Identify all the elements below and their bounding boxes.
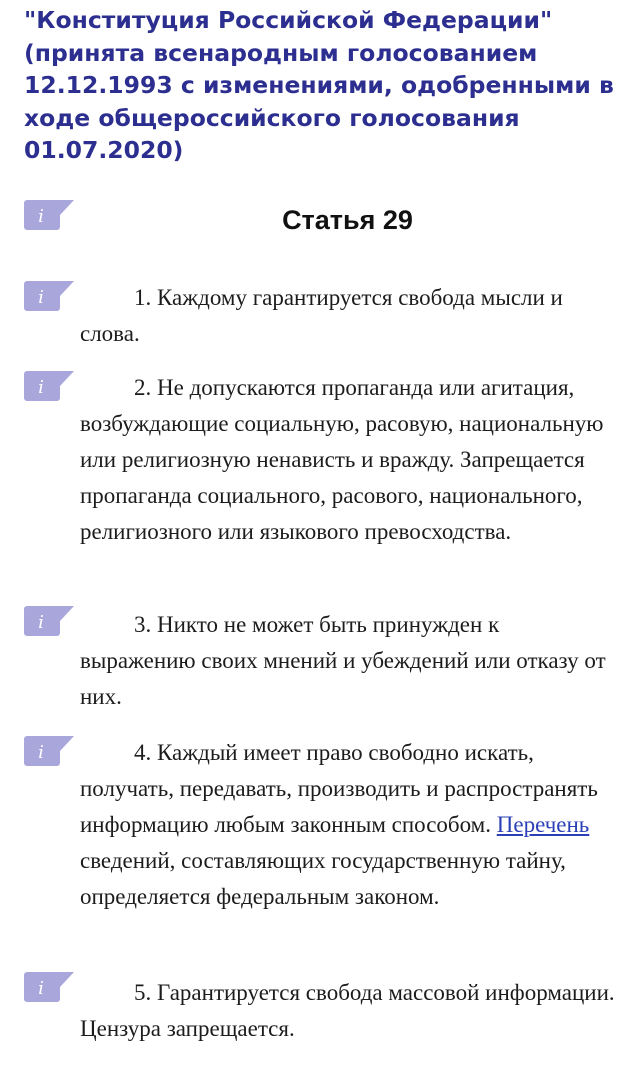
article-paragraph-5: 5. Гарантируется свобода массовой информации. Цензура запрещается.: [80, 980, 615, 1041]
article-paragraph-1: 1. Каждому гарантируется свобода мысли и слова.: [80, 285, 563, 346]
article-paragraph-2: 2. Не допускаются пропаганда или агитация, возбуждающие социальную, расовую, национальную или религиозную ненависть и вражду. Запрещается пропаганда социального, расового, национального, религиозного или языкового превосходства.: [80, 375, 604, 544]
article-title: Статья 29: [282, 205, 413, 235]
paragraph-4-text-after: сведений, составляющих государственную тайну, определяется федеральным законом.: [80, 848, 566, 909]
info-icon[interactable]: [24, 606, 76, 636]
info-icon-glyph: i: [38, 978, 44, 999]
info-icon-glyph: i: [38, 742, 44, 763]
info-icon[interactable]: [24, 200, 76, 230]
article-paragraph-3: 3. Никто не может быть принужден к выражению своих мнений и убеждений или отказу от них.: [80, 612, 606, 709]
article-paragraph-4: [80, 735, 620, 915]
paragraph-4-text-before: 4. Каждый имеет право свободно искать, получать, передавать, производить и распространять информацию любым законным способом.: [80, 740, 598, 837]
info-icon[interactable]: [24, 736, 76, 766]
info-icon[interactable]: [24, 972, 76, 1002]
info-icon[interactable]: [24, 281, 76, 311]
info-icon[interactable]: [24, 371, 76, 401]
document-title: "Конституция Российской Федерации" (принята всенародным голосованием 12.12.1993 с изменениями, одобренными в ходе общероссийского голосования 01.07.2020): [24, 6, 614, 164]
info-icon-glyph: i: [38, 612, 44, 633]
secrets-list-link[interactable]: Перечень: [496, 812, 590, 837]
info-icon-glyph: i: [38, 377, 44, 398]
info-icon-glyph: i: [38, 206, 44, 227]
info-icon-glyph: i: [38, 287, 44, 308]
